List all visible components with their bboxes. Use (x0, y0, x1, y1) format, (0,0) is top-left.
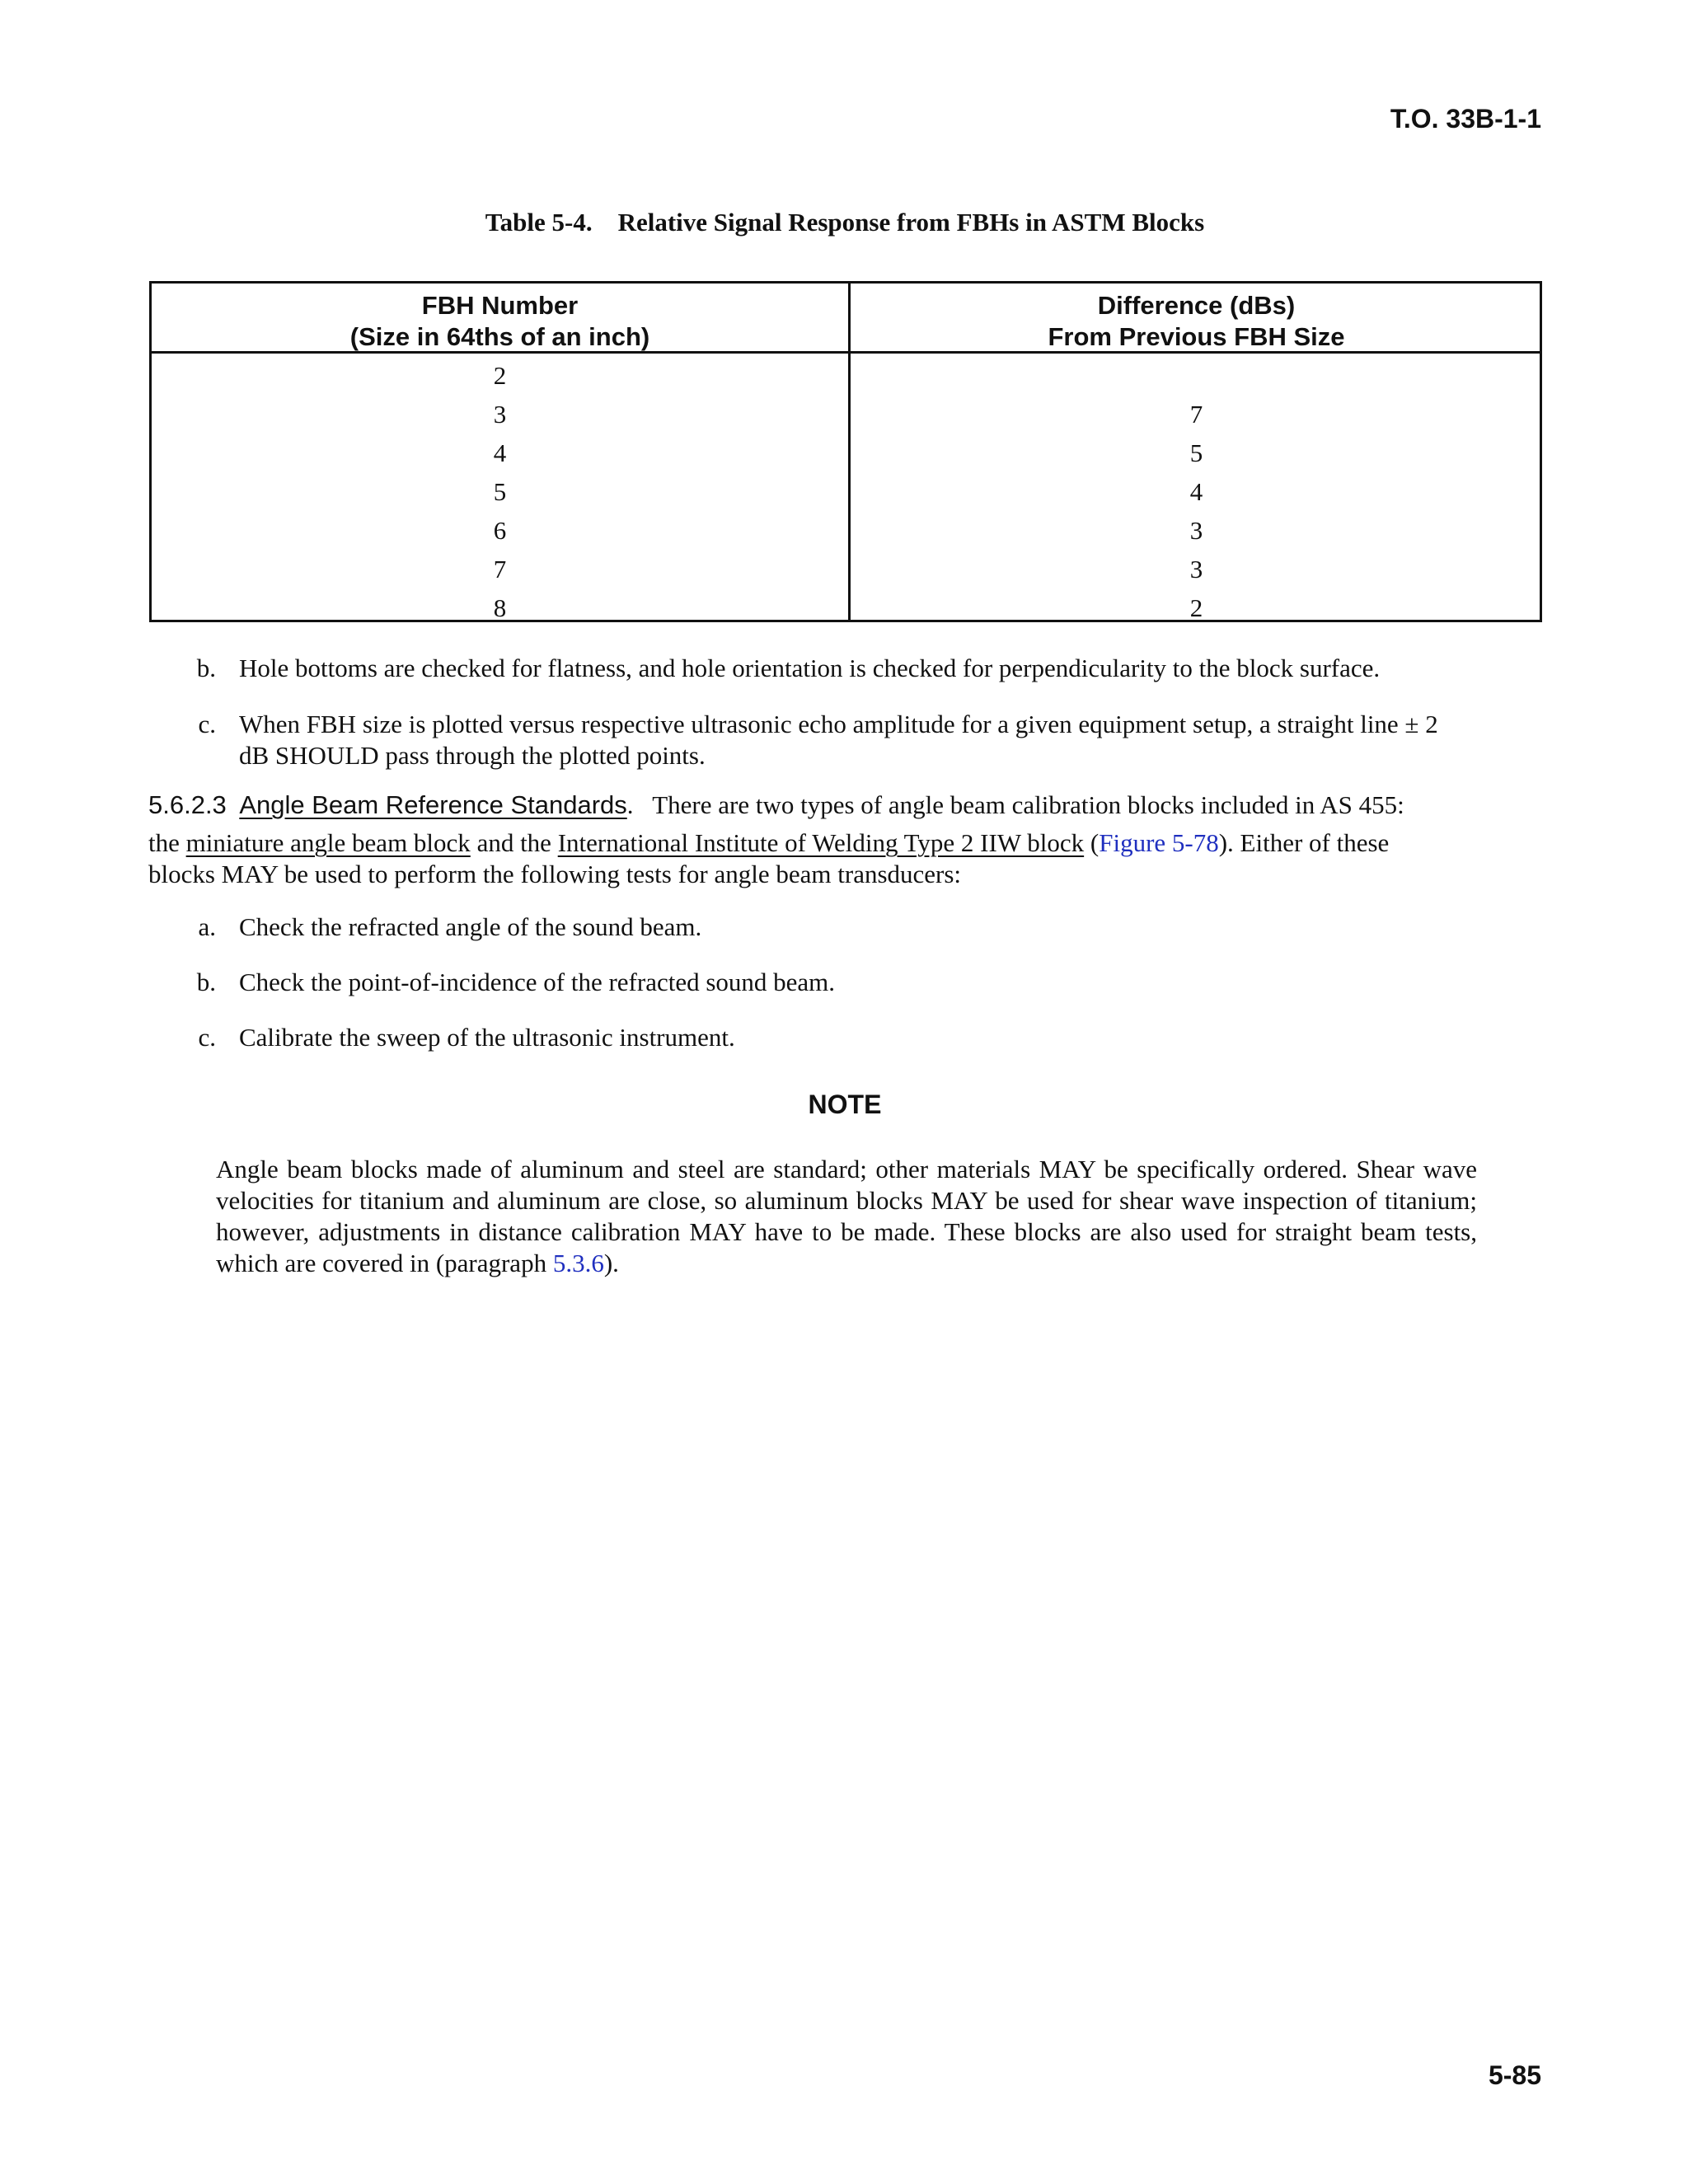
section-title: Angle Beam Reference Standards (239, 790, 627, 819)
note-heading: NOTE (808, 1090, 882, 1119)
list-item-label: b. (196, 968, 216, 996)
page-number: 5-85 (1488, 2060, 1541, 2090)
table-cell-diff: 2 (1189, 593, 1203, 622)
section-paragraph-line3: blocks MAY be used to perform the following tests for angle beam transducers: (148, 860, 962, 888)
section-text: and the (476, 828, 551, 857)
section-text: the (148, 828, 180, 857)
table-cell-fbh: 5 (493, 477, 507, 506)
section-text: There are two types of angle beam calibration blocks included in AS 455: (652, 790, 1404, 819)
list-item-text: Check the point-of-incidence of the refracted sound beam. (239, 968, 836, 996)
list-item-label: c. (198, 710, 216, 738)
section-title-period: . (626, 790, 634, 819)
note-text-end: ). (603, 1249, 619, 1277)
table-cell-fbh: 7 (493, 555, 507, 583)
header-fbh-line2: (Size in 64ths of an inch) (349, 322, 650, 351)
table-cell-fbh: 3 (493, 400, 507, 429)
difference-column (851, 356, 1542, 627)
fbh-number-column (152, 356, 848, 627)
table-cell-diff (851, 356, 1542, 395)
note-text: Angle beam blocks made of aluminum and steel are standard; other materials MAY be specifically ordered. Shear wave velocities for titanium and aluminum are close, so aluminum blocks MAY be used for shear wave inspection of titanium; however, adjustments in distance calibration MAY have to be made. These blocks are also used for straight beam tests, which are covered in (paragraph (216, 1155, 1477, 1277)
table-title: Table 5-4. Relative Signal Response from FBHs in ASTM Blocks (485, 208, 1205, 237)
list-item-label: b. (196, 654, 216, 682)
paragraph-link[interactable]: 5.3.6 (552, 1249, 604, 1277)
note-body (216, 1154, 1477, 1279)
table-cell-diff: 7 (1189, 400, 1203, 429)
table-cell-fbh: 8 (493, 593, 507, 622)
fbh-response-table (149, 281, 1542, 622)
table-cell-fbh: 4 (493, 438, 507, 467)
table-cell-diff: 5 (1189, 438, 1203, 467)
list-item-label: a. (198, 912, 216, 941)
table-header-difference (851, 290, 1542, 353)
section-paragraph-line1 (148, 790, 1550, 821)
list-item-text: Hole bottoms are checked for flatness, and hole orientation is checked for perpendicularity to the block surface. (239, 654, 1381, 682)
header-diff-line1: Difference (dBs) (1097, 291, 1296, 320)
section-text: ). Either of these (1218, 828, 1390, 857)
list-item-text: Calibrate the sweep of the ultrasonic instrument. (239, 1023, 735, 1052)
table-cell-fbh: 2 (493, 361, 507, 390)
document-id: T.O. 33B-1-1 (1390, 104, 1541, 134)
header-fbh-line1: FBH Number (421, 291, 579, 320)
header-diff-line2: From Previous FBH Size (1048, 322, 1345, 351)
section-number: 5.6.2.3 (148, 790, 227, 819)
table-cell-diff: 3 (1189, 516, 1203, 545)
table-cell-diff: 3 (1189, 555, 1203, 583)
list-item-text: Check the refracted angle of the sound beam. (239, 912, 702, 941)
section-text: ( (1090, 828, 1100, 857)
list-item-text: When FBH size is plotted versus respective ultrasonic echo amplitude for a given equipment setup, a straight line ± 2 (239, 710, 1438, 738)
miniature-block-term: miniature angle beam block (185, 828, 471, 857)
figure-link[interactable]: Figure 5-78 (1099, 828, 1219, 857)
table-cell-fbh: 6 (493, 516, 507, 545)
list-item-text-continued: dB SHOULD pass through the plotted points. (239, 741, 706, 770)
iiw-block-term: International Institute of Welding Type 2 IIW block (557, 828, 1085, 857)
table-cell-diff: 4 (1189, 477, 1203, 506)
section-paragraph-line2 (148, 827, 1550, 859)
list-item-label: c. (198, 1023, 216, 1052)
table-header-fbh-number (152, 290, 848, 353)
